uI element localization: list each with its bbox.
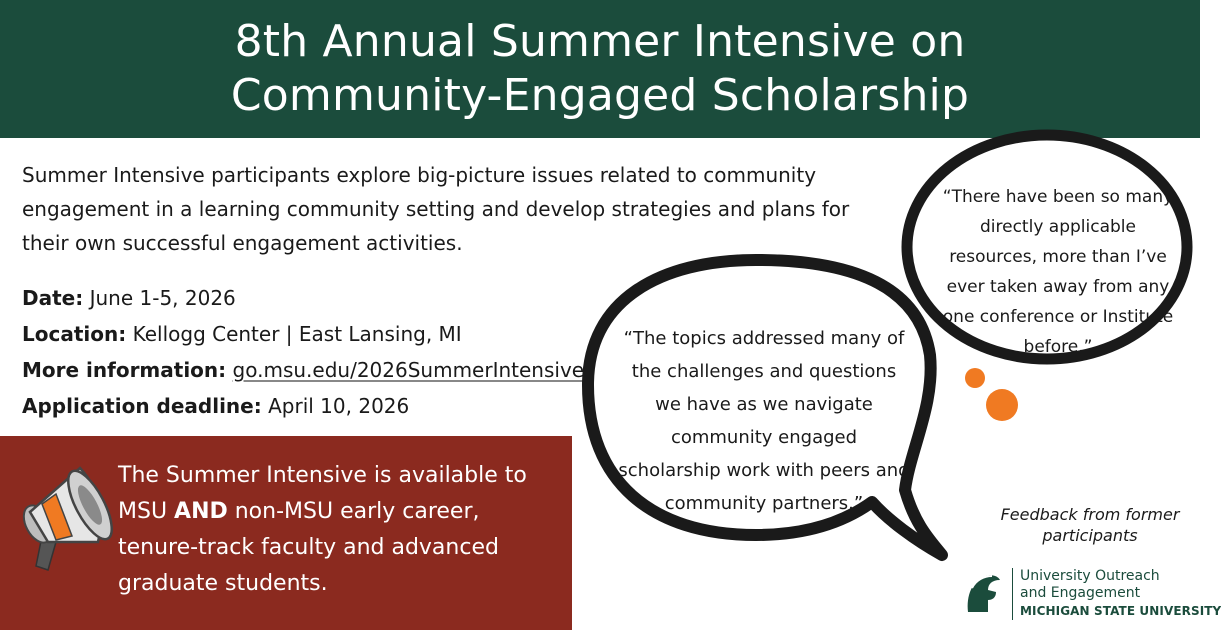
deadline-label: Application deadline: — [22, 394, 262, 418]
location-row — [22, 316, 602, 352]
date-value: June 1-5, 2026 — [89, 286, 236, 310]
deadline-row — [22, 388, 602, 424]
logo-divider — [1012, 568, 1013, 620]
info-label: More information: — [22, 358, 227, 382]
logo-line-3: MICHIGAN STATE UNIVERSITY — [1020, 604, 1221, 618]
date-row — [22, 280, 602, 316]
page-title-line-1: 8th Annual Summer Intensive on — [234, 16, 966, 67]
quote-topics: “The topics addressed many of the challenges and questions we have as we navigate community engaged scholarship work with peers and community partners.” — [618, 328, 910, 514]
info-row — [22, 352, 602, 388]
eligibility-callout — [0, 436, 572, 630]
date-label: Date: — [22, 286, 84, 310]
header-banner — [0, 0, 1200, 138]
megaphone-icon — [12, 458, 112, 588]
logo-line-1: University Outreach — [1020, 568, 1160, 584]
eligibility-text: The Summer Intensive is available to MSU AND non-MSU early career, tenure-track faculty and advanced graduate students. — [118, 463, 527, 596]
info-link[interactable]: go.msu.edu/2026SummerIntensive — [232, 358, 585, 382]
thought-dot-small — [965, 368, 985, 388]
intro-paragraph: Summer Intensive participants explore big-picture issues related to community engagement in a learning community setting and develop strategies and plans for their own successful engagement activities. — [22, 163, 850, 255]
event-details — [22, 280, 602, 424]
quote-resources: “There have been so many directly applicable resources, more than I’ve ever taken away from any one conference or Institute before.” — [942, 187, 1174, 357]
thought-dot-large — [986, 389, 1018, 421]
spartan-helmet-icon — [962, 570, 1004, 620]
feedback-caption: Feedback from former participants — [1000, 505, 1180, 545]
location-label: Location: — [22, 322, 127, 346]
location-value: Kellogg Center | East Lansing, MI — [132, 322, 462, 346]
deadline-value: April 10, 2026 — [268, 394, 410, 418]
page-title-line-2: Community-Engaged Scholarship — [230, 70, 970, 121]
msu-outreach-logo — [962, 566, 1221, 626]
logo-line-2: and Engagement — [1020, 585, 1141, 601]
